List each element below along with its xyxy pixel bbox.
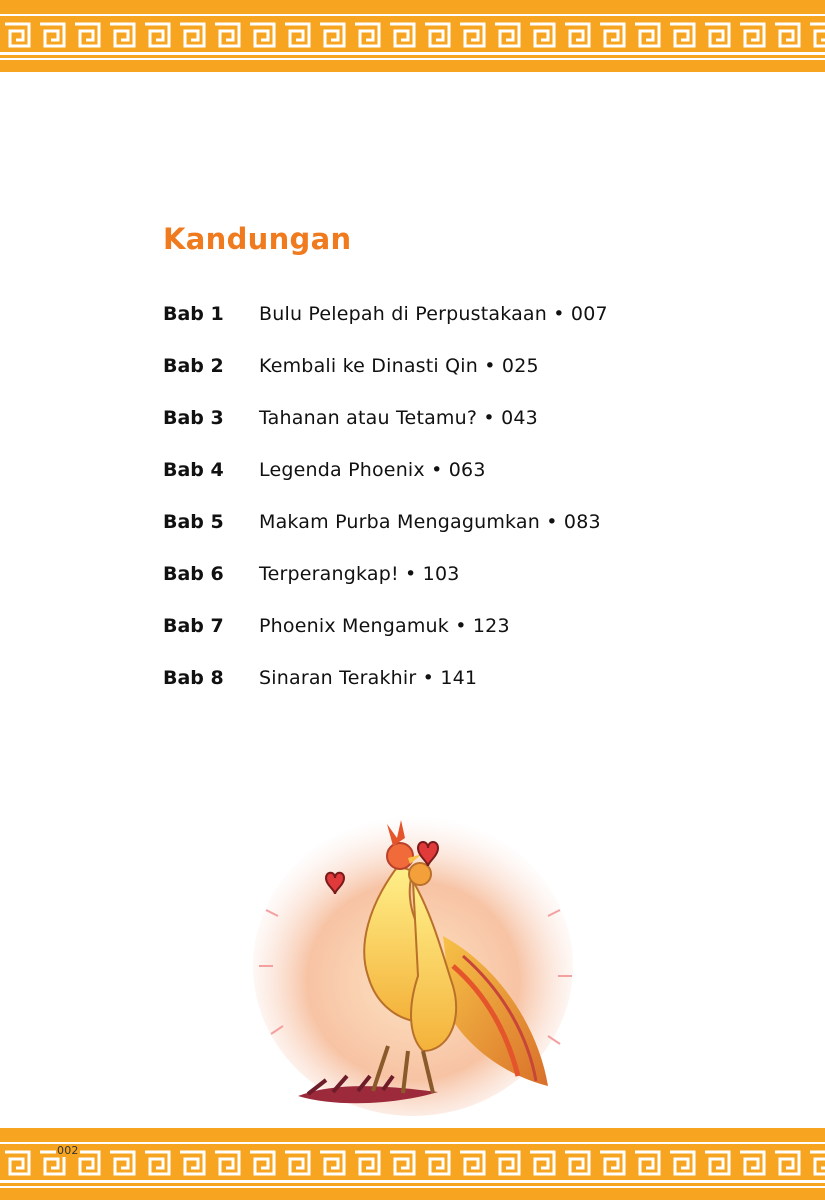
chapter-page: 103 [422, 563, 460, 585]
chapter-title: Terperangkap! [259, 563, 399, 585]
chapter-title: Bulu Pelepah di Perpustakaan [259, 303, 548, 325]
chapter-label: Bab 3 [163, 407, 224, 429]
chapter-entry: Sinaran Terakhir • 141 [259, 667, 478, 689]
chapter-entry: Phoenix Mengamuk • 123 [259, 615, 510, 637]
toc-row[interactable] [163, 612, 608, 664]
chapter-title: Phoenix Mengamuk [259, 615, 449, 637]
chapter-page: 063 [448, 459, 486, 481]
toc-row[interactable] [163, 352, 608, 404]
chapter-page: 083 [563, 511, 601, 533]
toc-row[interactable] [163, 560, 608, 612]
bottom-greek-key-border [0, 1128, 825, 1200]
toc-list [163, 300, 608, 716]
chapter-label: Bab 6 [163, 563, 224, 585]
chapter-entry: Bulu Pelepah di Perpustakaan • 007 [259, 303, 608, 325]
toc-row[interactable] [163, 664, 608, 716]
chapter-label: Bab 8 [163, 667, 224, 689]
toc-row[interactable] [163, 508, 608, 560]
chapter-entry: Makam Purba Mengagumkan • 083 [259, 511, 601, 533]
top-greek-key-border [0, 0, 825, 72]
chapter-page: 141 [440, 667, 478, 689]
chapter-label: Bab 4 [163, 459, 224, 481]
phoenix-head-right [409, 863, 431, 885]
toc-row[interactable] [163, 300, 608, 352]
chapter-title: Tahanan atau Tetamu? [259, 407, 478, 429]
chapter-page: 043 [501, 407, 538, 429]
chapter-entry: Legenda Phoenix • 063 [259, 459, 486, 481]
chapter-label: Bab 5 [163, 511, 224, 533]
chapter-page: 007 [570, 303, 608, 325]
toc-row[interactable] [163, 404, 608, 456]
chapter-title: Makam Purba Mengagumkan [259, 511, 541, 533]
chapter-entry: Tahanan atau Tetamu? • 043 [259, 407, 538, 429]
chapter-page: 123 [472, 615, 510, 637]
chapter-entry: Kembali ke Dinasti Qin • 025 [259, 355, 539, 377]
chapter-label: Bab 2 [163, 355, 224, 377]
page-number: 002 [57, 1144, 79, 1157]
toc-title: Kandungan [163, 222, 352, 256]
chapter-label: Bab 7 [163, 615, 224, 637]
chapter-title: Sinaran Terakhir [259, 667, 417, 689]
chapter-entry: Terperangkap! • 103 [259, 563, 460, 585]
phoenix-pair-illustration [248, 796, 578, 1118]
chapter-title: Kembali ke Dinasti Qin [259, 355, 479, 377]
chapter-label: Bab 1 [163, 303, 224, 325]
toc-row[interactable] [163, 456, 608, 508]
chapter-page: 025 [501, 355, 539, 377]
chapter-title: Legenda Phoenix [259, 459, 425, 481]
phoenix-head-left [387, 843, 413, 869]
